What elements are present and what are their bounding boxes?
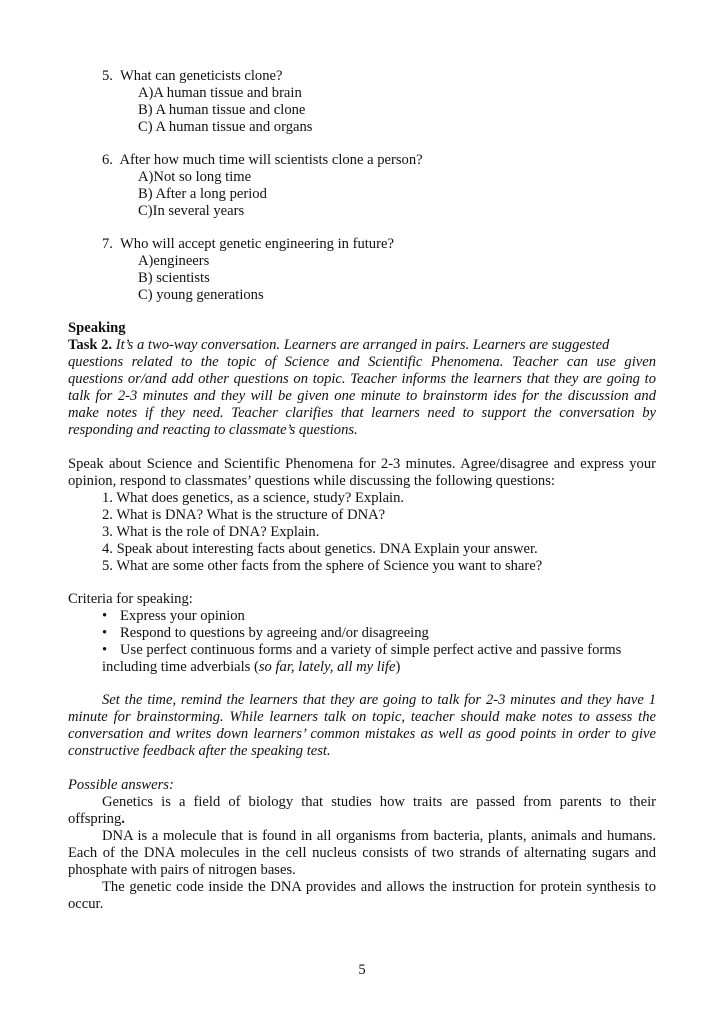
task-2-line-2: questions related to the topic of Science and Scientific Phenomena. Teacher can use given [68,354,656,370]
teacher-note-line-1: Set the time, remind the learners that they are going to talk for 2-3 minutes and they have 1 [102,692,656,708]
answer-3-line-2: occur. [68,896,104,912]
prompt-1: 1. What does genetics, as a science, study? Explain. [102,490,405,506]
task-2-label: Task 2. [68,337,113,353]
task-2-line-1: Task 2. It’s a two-way conversation. Learners are arranged in pairs. Learners are suggested [68,337,610,353]
criteria-item-3-cont: including time adverbials (so far, lately, all my life) [102,659,401,675]
answer-1-line-1: Genetics is a field of biology that studies how traits are passed from parents to their [102,794,656,810]
teacher-note-line-2: minute for brainstorming. While learners talk on topic, teacher should make notes to assess the [68,709,656,725]
answer-3-line-1: The genetic code inside the DNA provides and allows the instruction for protein synthesis to [102,879,656,895]
option-5a: A)A human tissue and brain [138,85,302,101]
option-7c: C) young generations [138,287,264,303]
prompt-2: 2. What is DNA? What is the structure of DNA? [102,507,386,523]
intro-line-2: opinion, respond to classmates’ questions while discussing the following questions: [68,473,555,489]
criteria-item-1: • Express your opinion [102,608,245,624]
speaking-heading: Speaking [68,320,126,336]
question-7: 7. Who will accept genetic engineering in future? [102,236,394,252]
intro-line-1: Speak about Science and Scientific Phenomena for 2-3 minutes. Agree/disagree and express your [68,456,656,472]
bullet-icon: • [102,608,108,624]
answer-2-line-1: DNA is a molecule that is found in all organisms from bacteria, plants, animals and humans. [102,828,656,844]
task-2-line-5: make notes if they need. Teacher clarifies that learners need to support the conversation by [68,405,656,421]
prompt-5: 5. What are some other facts from the sphere of Science you want to share? [102,558,543,574]
teacher-note-line-3: conversation and writes down learners’ common mistakes as well as good points in order to give [68,726,656,742]
teacher-note-line-4: constructive feedback after the speaking test. [68,743,331,759]
page-number: 5 [358,962,366,978]
possible-answers-heading: Possible answers: [68,777,174,793]
bullet-icon: • [102,625,108,641]
answer-2-line-2: Each of the DNA molecules in the cell nucleus consists of two strands of alternating sugars and [68,845,656,861]
criteria-item-3: • Use perfect continuous forms and a variety of simple perfect active and passive forms [102,642,622,658]
task-2-line-3: questions or/and add other questions on topic. Teacher informs the learners that they are going to [68,371,656,387]
question-5-text: What can geneticists clone? [120,68,283,84]
option-6b: B) After a long period [138,186,267,202]
criteria-item-2: • Respond to questions by agreeing and/or disagreeing [102,625,429,641]
question-5: 5. What can geneticists clone? [102,68,283,84]
prompt-3: 3. What is the role of DNA? Explain. [102,524,320,540]
criteria-heading: Criteria for speaking: [68,591,193,607]
option-7a: A)engineers [138,253,210,269]
question-6: 6. After how much time will scientists clone a person? [102,152,423,168]
option-6c: C)In several years [138,203,245,219]
option-7b: B) scientists [138,270,210,286]
option-5c: C) A human tissue and organs [138,119,313,135]
task-2-line-6: responding and reacting to classmate’s questions. [68,422,358,438]
answer-1-line-2: offspring. [68,811,125,827]
prompt-4: 4. Speak about interesting facts about genetics. DNA Explain your answer. [102,541,538,557]
question-6-text: After how much time will scientists clone a person? [119,152,423,168]
option-6a: A)Not so long time [138,169,252,185]
bullet-icon: • [102,642,108,658]
answer-2-line-3: phosphate with pairs of nitrogen bases. [68,862,296,878]
question-7-text: Who will accept genetic engineering in future? [120,236,394,252]
task-2-line-4: talk for 2-3 minutes and they will be given one minute to brainstorm ides for the discussion and [68,388,656,404]
option-5b: B) A human tissue and clone [138,102,306,118]
